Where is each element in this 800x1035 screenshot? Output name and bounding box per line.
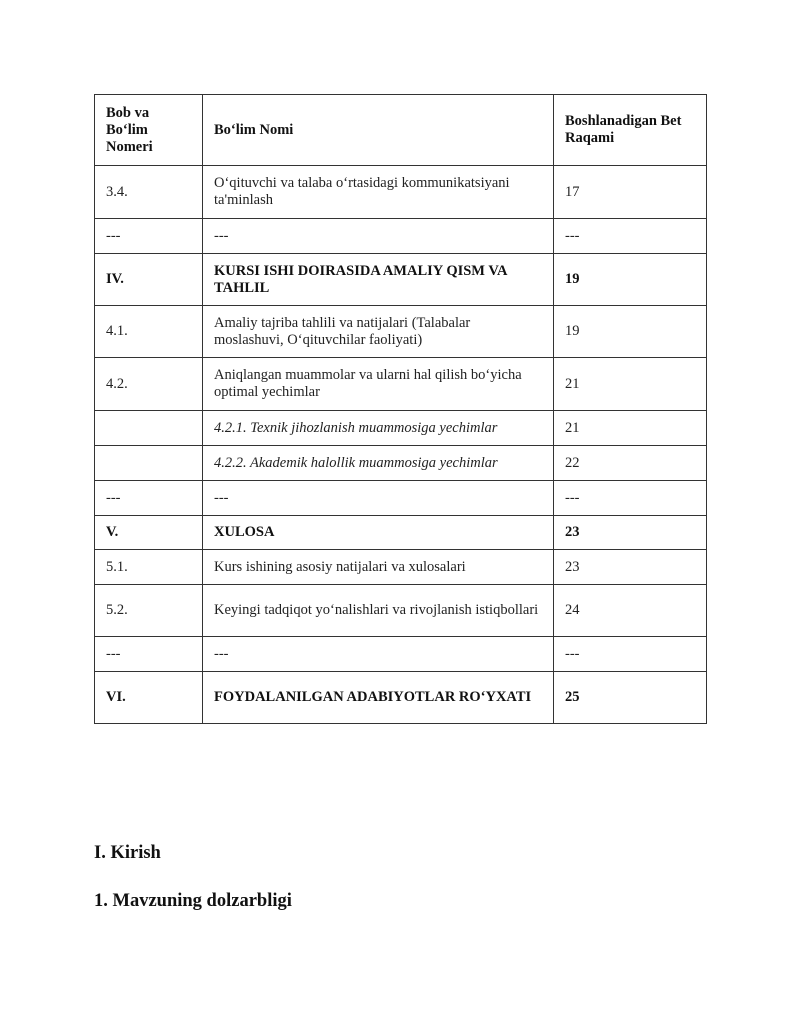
section-number: VI. xyxy=(95,672,203,724)
start-page: 21 xyxy=(554,358,707,411)
start-page: 24 xyxy=(554,585,707,637)
section-name: Keyingi tadqiqot yo‘nalishlari va rivojlanish istiqbollari xyxy=(203,585,554,637)
section-name: O‘qituvchi va talaba o‘rtasidagi kommunikatsiyani ta'minlash xyxy=(203,166,554,219)
start-page: 21 xyxy=(554,411,707,446)
section-name: Aniqlangan muammolar va ularni hal qilish bo‘yicha optimal yechimlar xyxy=(203,358,554,411)
start-page: 19 xyxy=(554,306,707,358)
table-of-contents xyxy=(94,94,707,724)
table-header-row xyxy=(95,95,707,166)
table-row xyxy=(95,166,707,219)
section-number: 5.1. xyxy=(95,550,203,585)
section-number: 4.1. xyxy=(95,306,203,358)
header-start-page: Boshlanadigan Bet Raqami xyxy=(554,95,707,166)
start-page: 23 xyxy=(554,550,707,585)
section-name: Kurs ishining asosiy natijalari va xulosalari xyxy=(203,550,554,585)
section-number: --- xyxy=(95,219,203,254)
table-row xyxy=(95,358,707,411)
start-page: 25 xyxy=(554,672,707,724)
start-page: --- xyxy=(554,219,707,254)
table-row xyxy=(95,411,707,446)
table-row xyxy=(95,672,707,724)
table-row xyxy=(95,637,707,672)
section-name: KURSI ISHI DOIRASIDA AMALIY QISM VA TAHLIL xyxy=(203,254,554,306)
start-page: 22 xyxy=(554,446,707,481)
section-number xyxy=(95,446,203,481)
table-row xyxy=(95,446,707,481)
section-name: --- xyxy=(203,219,554,254)
start-page: --- xyxy=(554,481,707,516)
table-row xyxy=(95,550,707,585)
header-section-number: Bob va Bo‘lim Nomeri xyxy=(95,95,203,166)
section-name: XULOSA xyxy=(203,516,554,550)
section-name: --- xyxy=(203,481,554,516)
section-number: 3.4. xyxy=(95,166,203,219)
section-number: 5.2. xyxy=(95,585,203,637)
section-number: 4.2. xyxy=(95,358,203,411)
start-page: 23 xyxy=(554,516,707,550)
heading-introduction: I. Kirish xyxy=(94,843,161,863)
table-row xyxy=(95,481,707,516)
heading-topic-relevance: 1. Mavzuning dolzarbligi xyxy=(94,891,292,911)
table-row xyxy=(95,254,707,306)
start-page: 17 xyxy=(554,166,707,219)
table-row xyxy=(95,585,707,637)
start-page: --- xyxy=(554,637,707,672)
section-name: FOYDALANILGAN ADABIYOTLAR RO‘YXATI xyxy=(203,672,554,724)
section-number: IV. xyxy=(95,254,203,306)
section-name: 4.2.2. Akademik halollik muammosiga yechimlar xyxy=(203,446,554,481)
section-number xyxy=(95,411,203,446)
start-page: 19 xyxy=(554,254,707,306)
section-name: --- xyxy=(203,637,554,672)
section-number: V. xyxy=(95,516,203,550)
table-row xyxy=(95,516,707,550)
section-number: --- xyxy=(95,481,203,516)
table-row xyxy=(95,219,707,254)
header-section-name: Bo‘lim Nomi xyxy=(203,95,554,166)
section-name: Amaliy tajriba tahlili va natijalari (Talabalar moslashuvi, O‘qituvchilar faoliyati) xyxy=(203,306,554,358)
section-name: 4.2.1. Texnik jihozlanish muammosiga yechimlar xyxy=(203,411,554,446)
section-number: --- xyxy=(95,637,203,672)
table-row xyxy=(95,306,707,358)
